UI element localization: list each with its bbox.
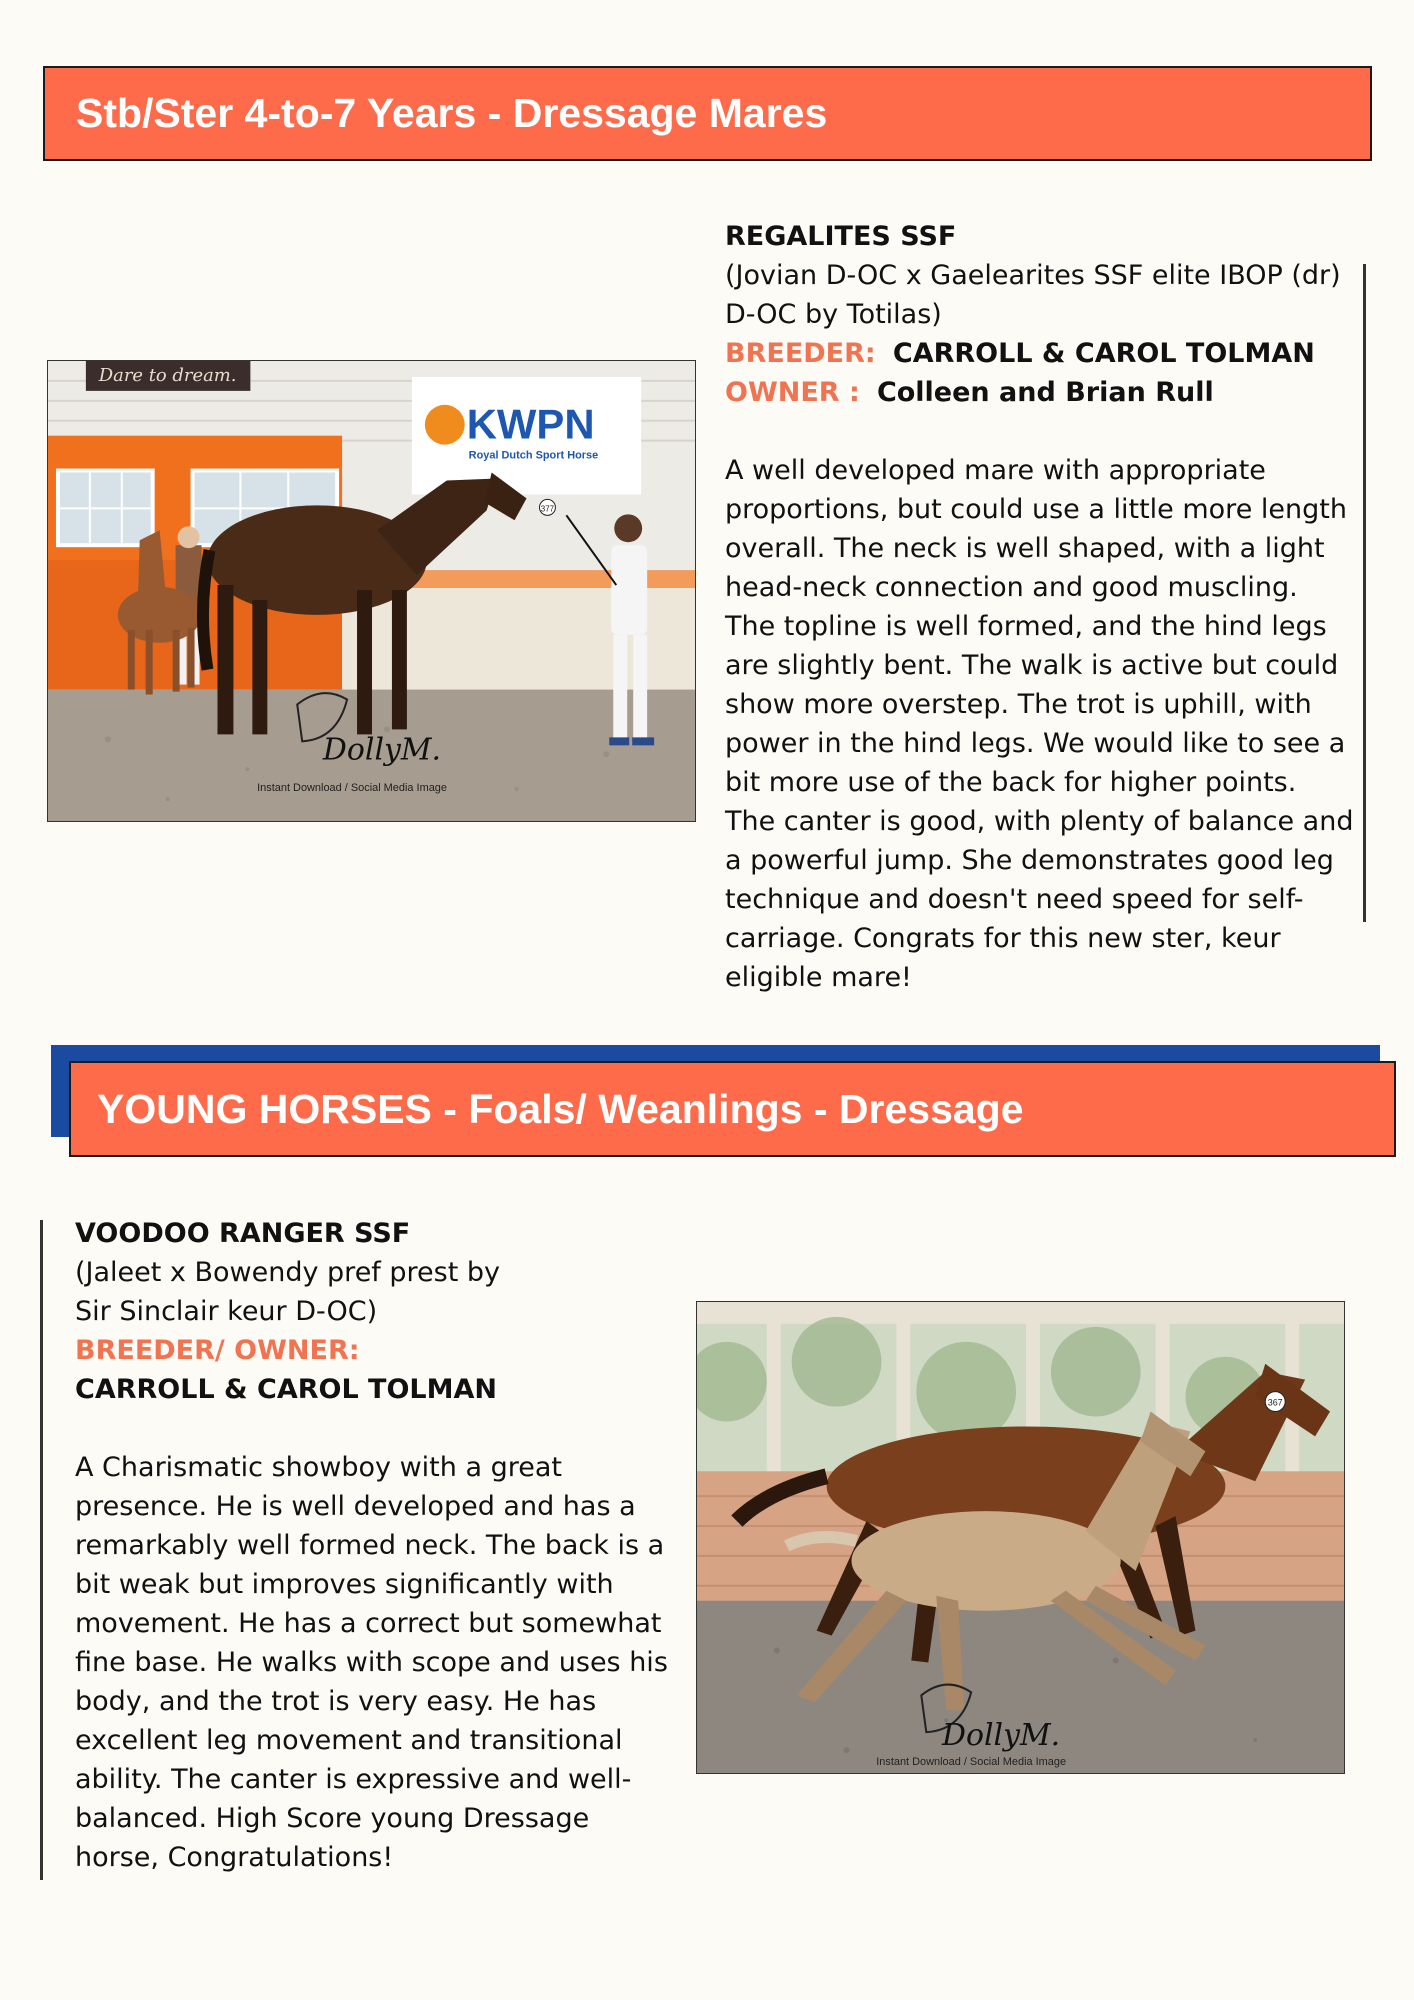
divider-line [40, 1220, 43, 1880]
owner-label: OWNER : [725, 377, 860, 408]
breeder-owner-label: BREEDER/ OWNER: [75, 1335, 360, 1366]
photo-mare-presentation [47, 360, 696, 822]
watermark-signature: DollyM. [322, 732, 442, 768]
owner-line [725, 373, 1355, 412]
bib-number-mare: 377 [540, 504, 555, 514]
pedigree-line-1: (Jaleet x Bowendy pref prest by [75, 1257, 500, 1288]
section-banner-dressage-mares [43, 66, 1372, 161]
kwpn-lion-icon [425, 405, 465, 445]
breeder-owner-value: CARROLL & CAROL TOLMAN [75, 1374, 497, 1405]
section-title: YOUNG HORSES - Foals/ Weanlings - Dressage [97, 1085, 1024, 1132]
entry-regalites [725, 217, 1355, 997]
bib-number-mare: 367 [1267, 1397, 1283, 1408]
description: A Charismatic showboy with a great presence. He is well developed and has a remarkably well formed neck. The back is a bit weak but improves significantly with movement. He has a correct but somewhat fine base. He walks with scope and uses his body, and the trot is very easy. He has excellent leg movement and transitional ability. The canter is expressive and well-balanced. High Score young Dressage horse, Congratulations! [75, 1452, 668, 1873]
kwpn-subtitle: Royal Dutch Sport Horse [468, 449, 599, 462]
watermark-caption: Instant Download / Social Media Image [257, 782, 447, 795]
photo-foal-illustration [697, 1302, 1344, 1773]
photo-mare-illustration [48, 361, 695, 821]
breeder-line [725, 334, 1355, 373]
owner-value: Colleen and Brian Rull [876, 377, 1214, 408]
photo-foal-trotting [696, 1301, 1345, 1774]
dare-to-dream-sign: Dare to dream. [98, 364, 237, 386]
pedigree: (Jovian D-OC x Gaelearites SSF elite IBOP (dr) D-OC by Totilas) [725, 260, 1341, 330]
horse-name: VOODOO RANGER SSF [75, 1218, 411, 1249]
watermark-caption: Instant Download / Social Media Image [876, 1756, 1067, 1769]
description: A well developed mare with appropriate proportions, but could use a little more length overall. The neck is well shaped, with a light head-neck connection and good muscling. The topline is well formed, and the hind legs are slightly bent. The walk is active but could show more overstep. The trot is uphill, with power in the hind legs. We would like to see a bit more use of the back for higher points. The canter is good, with plenty of balance and a powerful jump. She demonstrates good leg technique and doesn't need speed for self-carriage. Congrats for this new ster, keur eligible mare! [725, 455, 1354, 993]
watermark-signature: DollyM. [942, 1718, 1061, 1754]
entry-voodoo-ranger [75, 1214, 675, 1877]
section-banner-young-horses [69, 1061, 1396, 1157]
breeder-label: BREEDER: [725, 338, 876, 369]
kwpn-logo-text: KWPN [466, 400, 595, 448]
section-title: Stb/Ster 4-to-7 Years - Dressage Mares [76, 90, 828, 136]
breeder-value: CARROLL & CAROL TOLMAN [892, 338, 1315, 369]
divider-line [1363, 264, 1366, 922]
horse-name: REGALITES SSF [725, 221, 957, 252]
pedigree-line-2: Sir Sinclair keur D-OC) [75, 1296, 378, 1327]
